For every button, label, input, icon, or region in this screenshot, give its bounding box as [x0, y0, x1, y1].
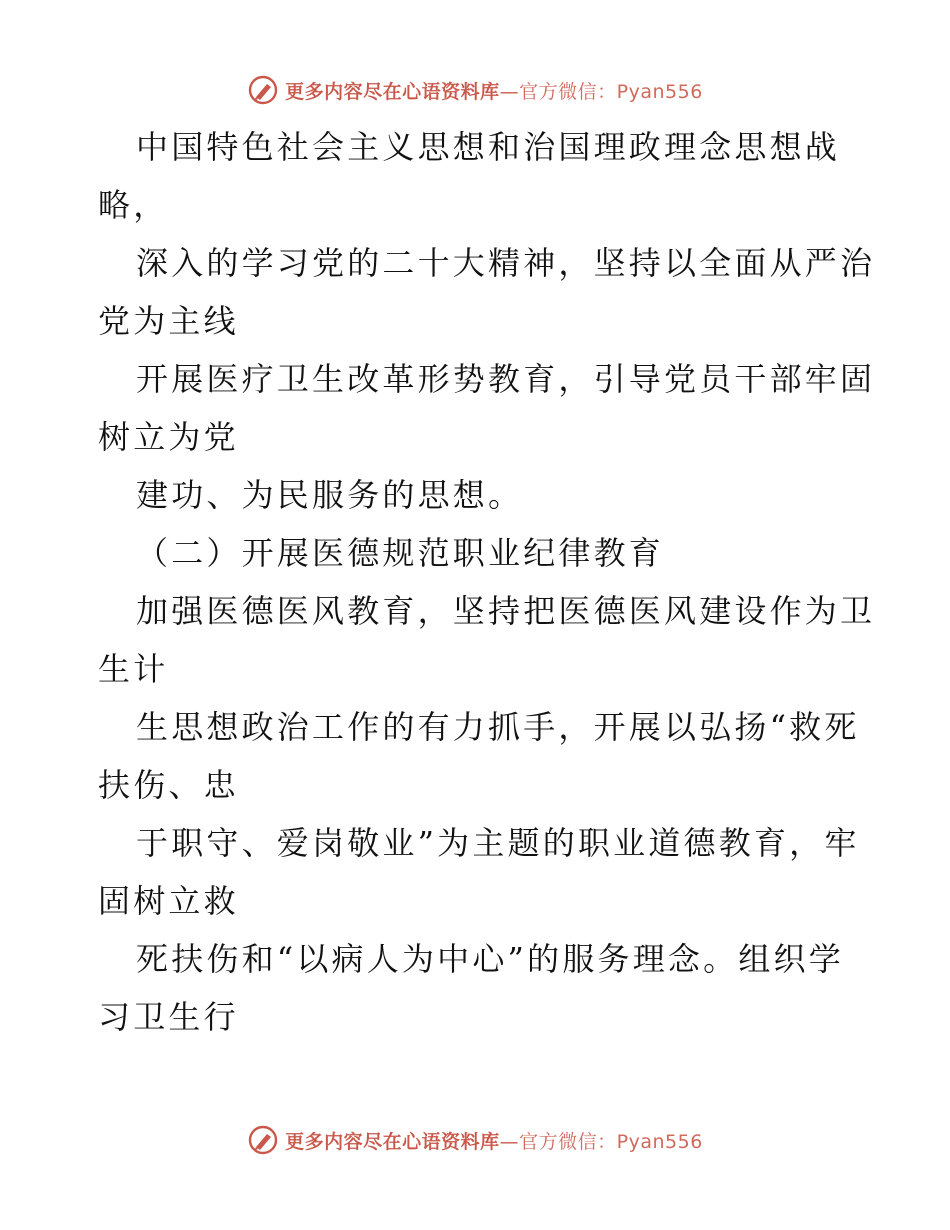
document-body	[98, 118, 876, 1046]
watermark-contact: 官方微信：Pyan556	[519, 80, 703, 103]
text-line: 树立为党	[98, 418, 239, 456]
watermark-separator: —	[499, 80, 520, 103]
watermark-brand: 更多内容尽在心语资料库	[285, 1130, 500, 1153]
text-line: 扶伤、忠	[98, 766, 239, 804]
text-line: 死扶伤和“以病人为中心”的服务理念。组织学	[136, 940, 844, 978]
text-line: 党为主线	[98, 302, 239, 340]
pen-logo-icon	[247, 74, 279, 106]
watermark-text	[285, 1127, 703, 1154]
text-line: 建功、为民服务的思想。	[136, 476, 524, 514]
text-line: （二）开展医德规范职业纪律教育	[136, 534, 665, 572]
watermark-brand: 更多内容尽在心语资料库	[285, 80, 500, 103]
text-line: 深入的学习党的二十大精神，坚持以全面从严治	[136, 244, 876, 282]
watermark-text	[285, 77, 703, 104]
text-line: 习卫生行	[98, 998, 239, 1036]
text-line: 生思想政治工作的有力抓手，开展以弘扬“救死	[136, 708, 860, 746]
text-line: 中国特色社会主义思想和治国理政理念思想战	[136, 128, 841, 166]
footer-watermark	[0, 1120, 950, 1160]
watermark-contact: 官方微信：Pyan556	[519, 1130, 703, 1153]
pen-logo-icon	[247, 1124, 279, 1156]
text-line: 开展医疗卫生改革形势教育，引导党员干部牢固	[136, 360, 876, 398]
header-watermark	[0, 70, 950, 110]
text-line: 固树立救	[98, 882, 239, 920]
watermark-separator: —	[499, 1130, 520, 1153]
text-line: 于职守、爱岗敬业”为主题的职业道德教育，牢	[136, 824, 860, 862]
text-line: 加强医德医风教育，坚持把医德医风建设作为卫	[136, 592, 876, 630]
text-line: 略，	[98, 186, 169, 224]
text-line: 生计	[98, 650, 169, 688]
